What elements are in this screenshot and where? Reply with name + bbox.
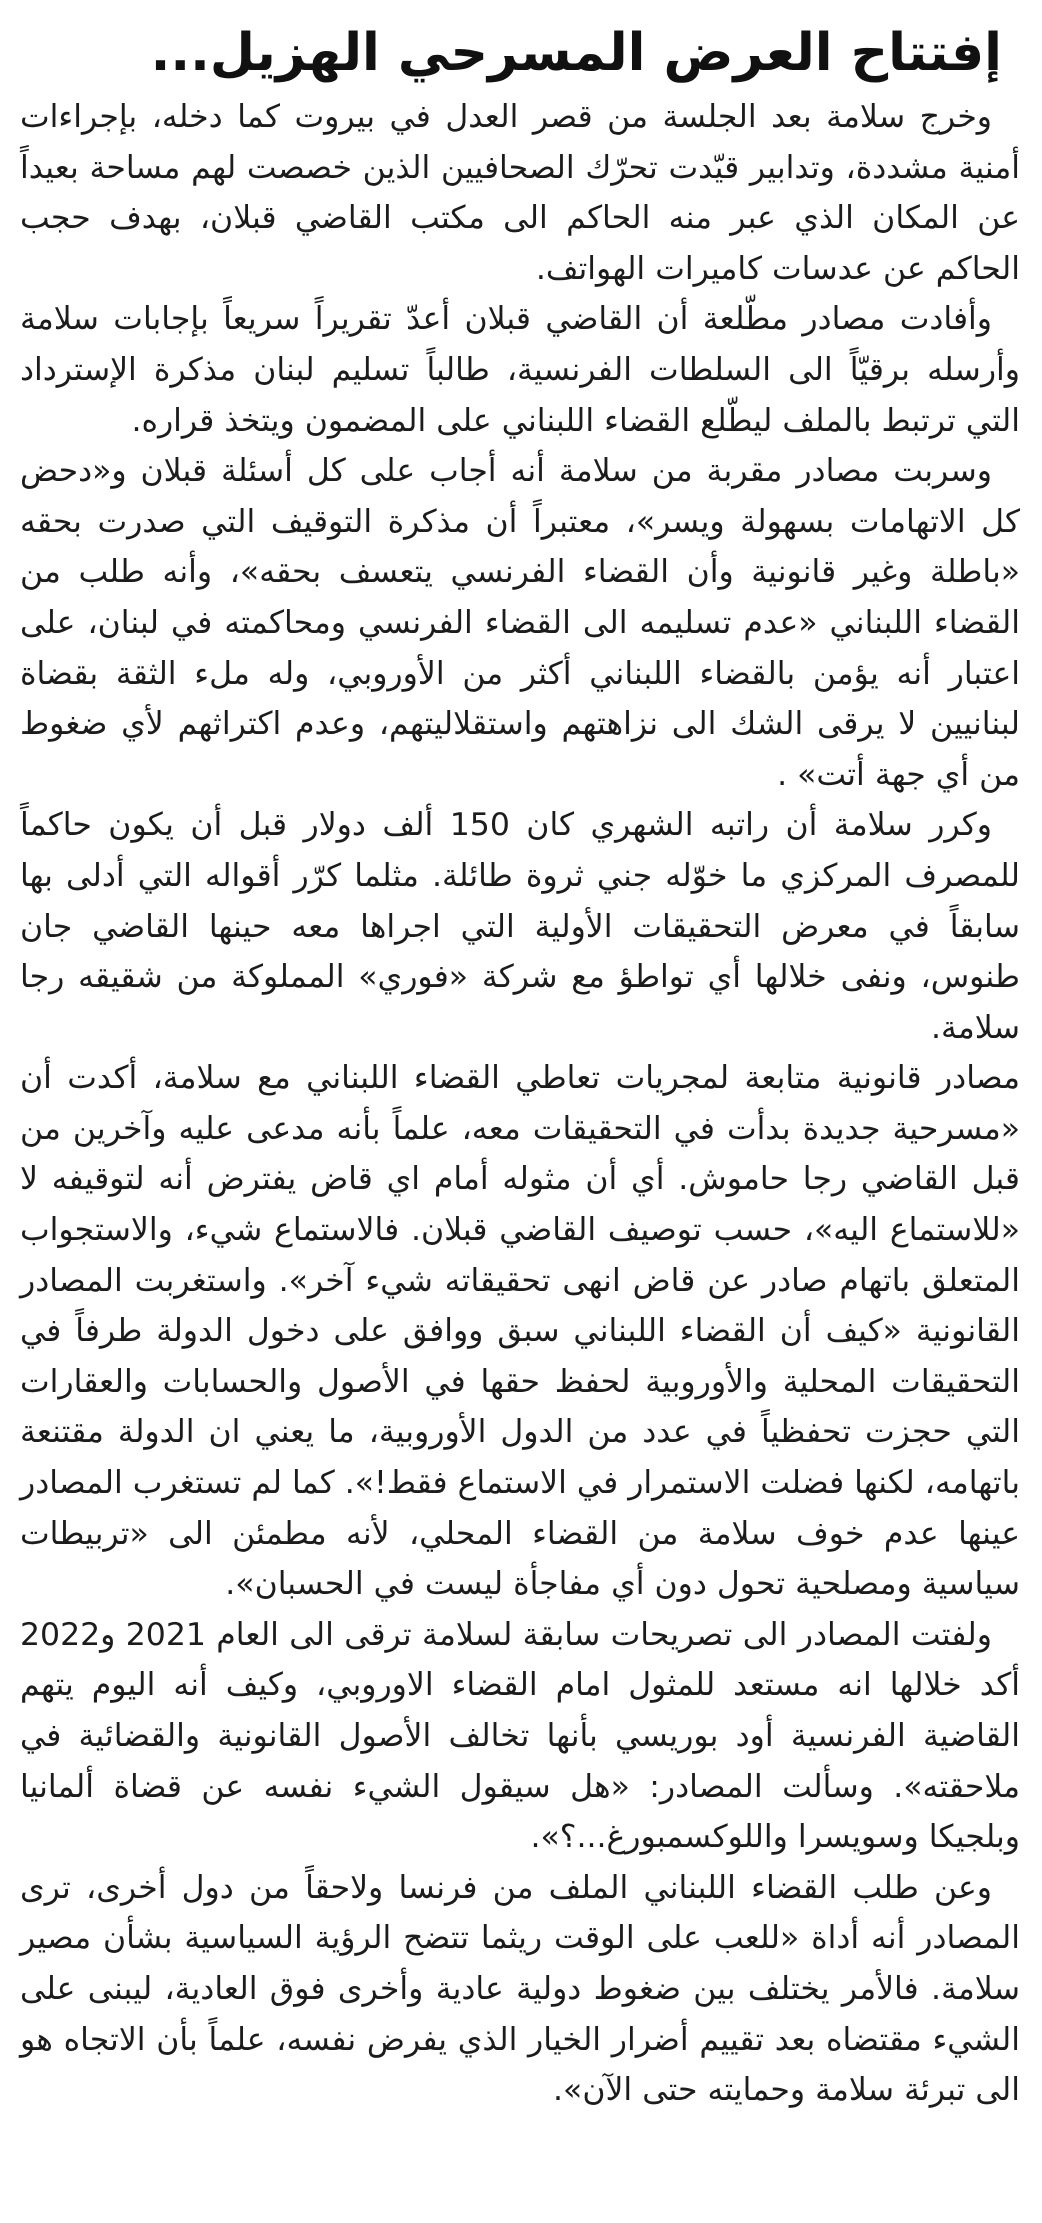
article-paragraph-1 <box>20 92 1020 294</box>
paragraph-text: ولفتت المصادر الى تصريحات سابقة لسلامة ترقى الى العام 2021 و2022 أكد خلالها انه مستعد للمثول امام القضاء الاوروبي، وكيف أنه اليوم يتهم القاضية الفرنسية أود بوريسي بأنها تخالف الأصول القانونية والقضائية في ملاحقته». وسألت المصادر: «هل سيقول الشيء نفسه عن قضاة ألمانيا وبلجيكا وسويسرا واللوكسمبورغ...؟». <box>20 1616 1020 1856</box>
article-body <box>20 92 1020 2116</box>
article-paragraph-5 <box>20 1053 1020 1610</box>
paragraph-text: وعن طلب القضاء اللبناني الملف من فرنسا ولاحقاً من دول أخرى، ترى المصادر أنه أداة «للعب على الوقت ريثما تتضح الرؤية السياسية بشأن مصير سلامة. فالأمر يختلف بين ضغوط دولية عادية وأخرى فوق العادية، ليبنى على الشيء مقتضاه بعد تقييم أضرار الخيار الذي يفرض نفسه، علماً بأن الاتجاه هو الى تبرئة سلامة وحمايته حتى الآن». <box>20 1869 1020 2109</box>
paragraph-text: وسربت مصادر مقربة من سلامة أنه أجاب على كل أسئلة قبلان و«دحض كل الاتهامات بسهولة ويسر»، معتبراً أن مذكرة التوقيف التي صدرت بحقه «باطلة وغير قانونية وأن القضاء الفرنسي يتعسف بحقه»، وأنه طلب من القضاء اللبناني «عدم تسليمه الى القضاء الفرنسي ومحاكمته في لبنان، على اعتبار أنه يؤمن بالقضاء اللبناني أكثر من الأوروبي، وله ملء الثقة بقضاة لبنانيين لا يرقى الشك الى نزاهتهم واستقلاليتهم، وعدم اكتراثهم لأي ضغوط من أي جهة أتت» . <box>20 453 1020 793</box>
article-paragraph-4 <box>20 800 1020 1053</box>
paragraph-text: وكرر سلامة أن راتبه الشهري كان 150 ألف دولار قبل أن يكون حاكماً للمصرف المركزي ما خوّله جني ثروة طائلة. مثلما كرّر أقواله التي أدلى بها سابقاً في معرض التحقيقات الأولية التي اجراها معه حينها القاضي جان طنوس، ونفى خلالها أي تواطؤ مع شركة «فوري» المملوكة من شقيقه رجا سلامة. <box>20 807 1020 1046</box>
article-headline: إفتتاح العرض المسرحي الهزيل... <box>150 23 1002 83</box>
paragraph-text: وخرج سلامة بعد الجلسة من قصر العدل في بيروت كما دخله، بإجراءات أمنية مشددة، وتدابير قيّدت تحرّك الصحافيين الذين خصصت لهم مساحة بعيداً عن المكان الذي عبر منه الحاكم الى مكتب القاضي قبلان، بهدف حجب الحاكم عن عدسات كاميرات الهواتف. <box>20 99 1020 287</box>
article-paragraph-6 <box>20 1610 1020 1863</box>
news-article <box>20 18 1020 2116</box>
paragraph-text: مصادر قانونية متابعة لمجريات تعاطي القضاء اللبناني مع سلامة، أكدت أن «مسرحية جديدة بدأت في التحقيقات معه، علماً بأنه مدعى عليه وآخرين من قبل القاضي رجا حاموش. أي أن مثوله أمام اي قاض يفترض أنه لتوقيفه لا «للاستماع اليه»، حسب توصيف القاضي قبلان. فالاستماع شيء، والاستجواب المتعلق باتهام صادر عن قاض انهى تحقيقاته شيء آخر». واستغربت المصادر القانونية «كيف أن القضاء اللبناني سبق ووافق على دخول الدولة طرفاً في التحقيقات المحلية والأوروبية لحفظ حقها في الأصول والحسابات والعقارات التي حجزت تحفظياً في عدد من الدول الأوروبية، ما يعني ان الدولة مقتنعة باتهامه، لكنها فضلت الاستمرار في الاستماع فقط!». كما لم تستغرب المصادر عينها عدم خوف سلامة من القضاء المحلي، لأنه مطمئن الى «تربيطات سياسية ومصلحية تحول دون أي مفاجأة ليست في الحسبان». <box>20 1060 1020 1603</box>
article-paragraph-2 <box>20 294 1020 446</box>
paragraph-text: وأفادت مصادر مطّلعة أن القاضي قبلان أعدّ تقريراً سريعاً بإجابات سلامة وأرسله برقيّاً الى السلطات الفرنسية، طالباً تسليم لبنان مذكرة الإسترداد التي ترتبط بالملف ليطّلع القضاء اللبناني على المضمون ويتخذ قراره. <box>20 301 1020 439</box>
article-paragraph-3 <box>20 446 1020 800</box>
article-paragraph-7 <box>20 1863 1020 2116</box>
